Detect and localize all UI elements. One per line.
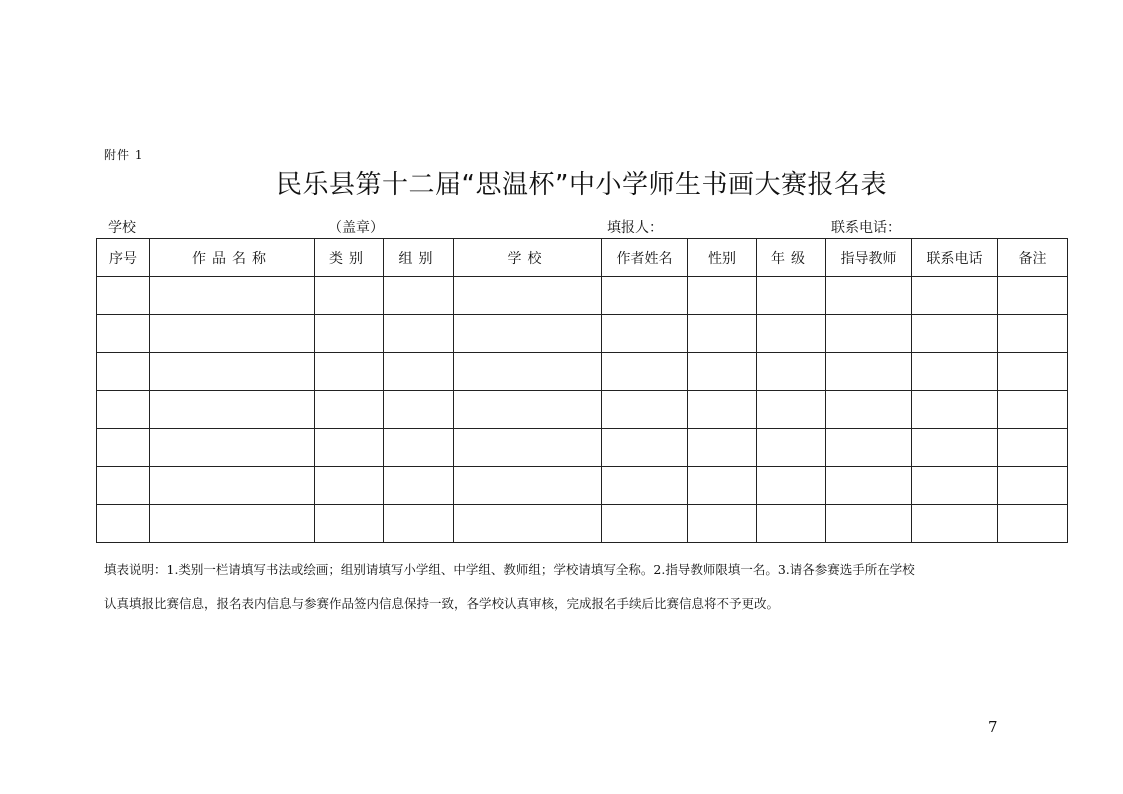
table-cell: [315, 467, 384, 505]
table-cell: [97, 315, 150, 353]
table-cell: [384, 315, 454, 353]
table-cell: [315, 505, 384, 543]
table-cell: [998, 429, 1068, 467]
table-cell: [602, 505, 688, 543]
table-cell: [912, 505, 998, 543]
table-cell: [688, 505, 757, 543]
table-cell: [757, 277, 826, 315]
table-cell: [315, 391, 384, 429]
table-cell: [757, 353, 826, 391]
table-cell: [912, 277, 998, 315]
table-cell: [998, 467, 1068, 505]
table-cell: [757, 429, 826, 467]
registration-table: [96, 238, 1068, 543]
table-row: [97, 353, 1068, 391]
table-cell: [315, 353, 384, 391]
header-work-title: 作品名称: [150, 239, 315, 277]
table-cell: [97, 505, 150, 543]
table-cell: [998, 315, 1068, 353]
table-cell: [97, 467, 150, 505]
table-cell: [602, 277, 688, 315]
table-cell: [150, 353, 315, 391]
header-remarks: 备注: [998, 239, 1068, 277]
header-instructor: 指导教师: [826, 239, 912, 277]
table-cell: [150, 429, 315, 467]
table-cell: [688, 353, 757, 391]
attachment-label: 附件 1: [104, 148, 144, 162]
table-cell: [688, 315, 757, 353]
instructions: [104, 553, 1064, 621]
table-cell: [384, 429, 454, 467]
school-label: 学校: [108, 220, 136, 236]
table-cell: [384, 467, 454, 505]
header-contact-phone: 联系电话: [912, 239, 998, 277]
table-cell: [688, 467, 757, 505]
table-cell: [602, 429, 688, 467]
table-cell: [384, 277, 454, 315]
table-cell: [97, 391, 150, 429]
table-cell: [826, 391, 912, 429]
table-cell: [384, 391, 454, 429]
table-cell: [826, 429, 912, 467]
table-cell: [97, 353, 150, 391]
filler-label: 填报人：: [607, 220, 663, 236]
table-cell: [912, 429, 998, 467]
header-category: 类别: [315, 239, 384, 277]
table-row: [97, 315, 1068, 353]
table-cell: [998, 391, 1068, 429]
table-cell: [912, 467, 998, 505]
header-grade: 年级: [757, 239, 826, 277]
table-row: [97, 505, 1068, 543]
table-cell: [97, 429, 150, 467]
table-cell: [454, 467, 602, 505]
table-cell: [757, 315, 826, 353]
table-cell: [384, 353, 454, 391]
header-gender: 性别: [688, 239, 757, 277]
table-cell: [97, 277, 150, 315]
table-cell: [454, 505, 602, 543]
contact-phone-label: 联系电话：: [831, 220, 901, 236]
table-cell: [454, 353, 602, 391]
table-cell: [315, 277, 384, 315]
table-cell: [912, 353, 998, 391]
header-group: 组别: [384, 239, 454, 277]
table-cell: [454, 391, 602, 429]
table-row: [97, 391, 1068, 429]
table-body: [97, 277, 1068, 543]
table-cell: [315, 315, 384, 353]
table-cell: [757, 391, 826, 429]
table-cell: [150, 467, 315, 505]
table-header-row: [97, 239, 1068, 277]
table-cell: [688, 391, 757, 429]
table-cell: [998, 277, 1068, 315]
table-cell: [688, 429, 757, 467]
table-cell: [826, 353, 912, 391]
table-cell: [150, 315, 315, 353]
table-cell: [757, 467, 826, 505]
instructions-line-1: 填表说明：1.类别一栏请填写书法或绘画；组别请填写小学组、中学组、教师组；学校请填写全称。2.指导教师限填一名。3.请各参赛选手所在学校: [104, 562, 915, 577]
table-cell: [602, 467, 688, 505]
table-cell: [454, 429, 602, 467]
header-school: 学校: [454, 239, 602, 277]
table-row: [97, 277, 1068, 315]
table-cell: [602, 391, 688, 429]
table-cell: [602, 353, 688, 391]
table-cell: [826, 505, 912, 543]
table-cell: [150, 391, 315, 429]
table-cell: [602, 315, 688, 353]
table-row: [97, 467, 1068, 505]
table-cell: [688, 277, 757, 315]
seal-label: （盖章）: [328, 220, 384, 236]
instructions-line-2: 认真填报比赛信息，报名表内信息与参赛作品签内信息保持一致，各学校认真审核，完成报名手续后比赛信息将不予更改。: [104, 596, 780, 611]
table-cell: [384, 505, 454, 543]
table-cell: [826, 277, 912, 315]
table-cell: [998, 505, 1068, 543]
page-title: 民乐县第十二届“思温杯”中小学师生书画大赛报名表: [276, 170, 887, 200]
table-cell: [315, 429, 384, 467]
table-row: [97, 429, 1068, 467]
table-cell: [757, 505, 826, 543]
page-number: 7: [988, 718, 998, 736]
header-serial: 序号: [97, 239, 150, 277]
table-cell: [826, 315, 912, 353]
table-cell: [454, 277, 602, 315]
table-cell: [150, 277, 315, 315]
table-cell: [998, 353, 1068, 391]
header-author-name: 作者姓名: [602, 239, 688, 277]
table-cell: [912, 315, 998, 353]
table-cell: [150, 505, 315, 543]
table-cell: [826, 467, 912, 505]
table-cell: [454, 315, 602, 353]
table-cell: [912, 391, 998, 429]
